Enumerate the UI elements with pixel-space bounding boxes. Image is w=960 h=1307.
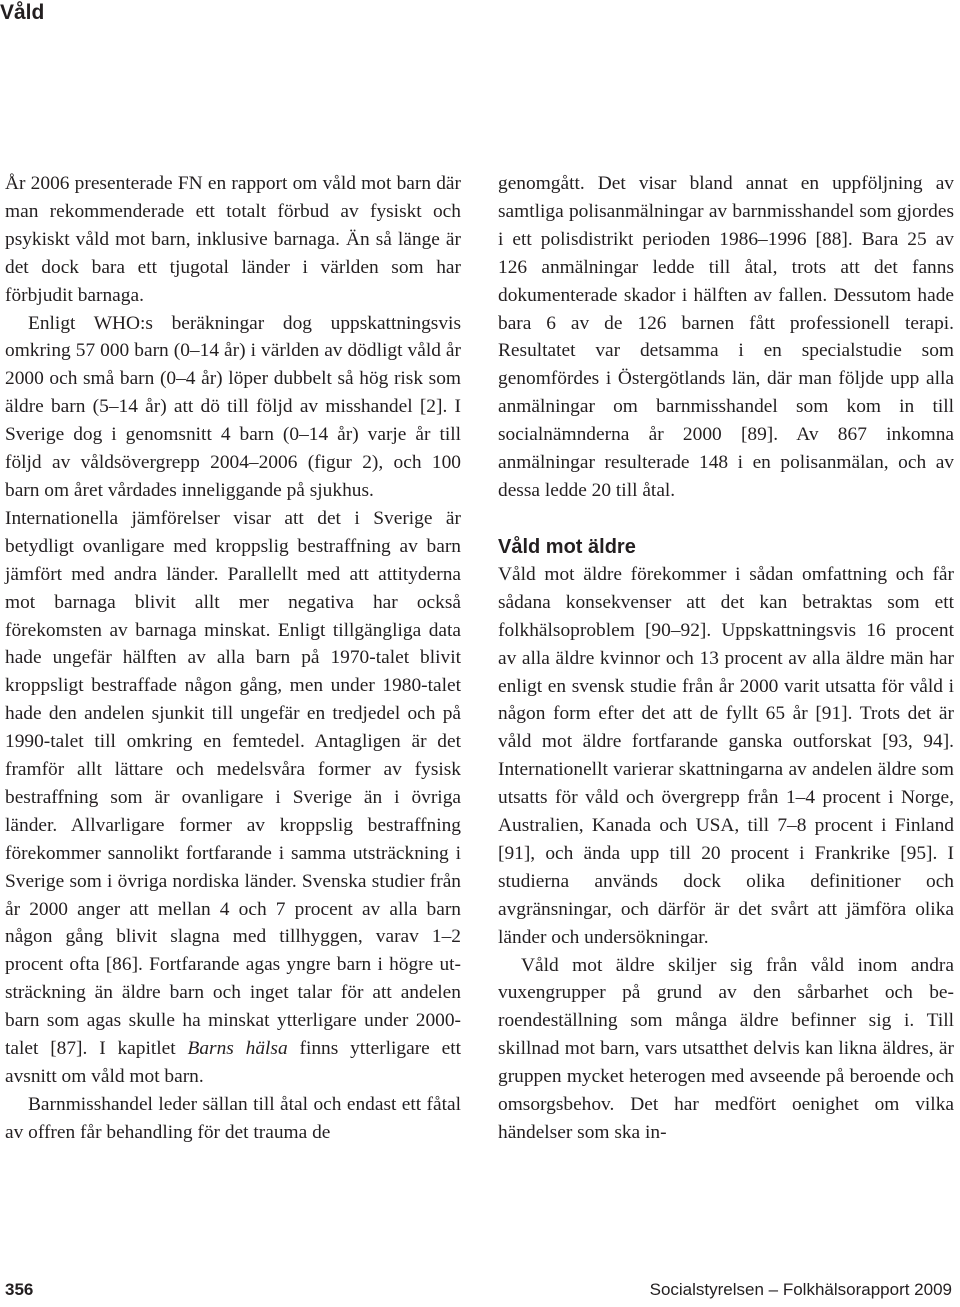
section-heading: Våld mot äldre [498,535,636,558]
left-paragraph-4: Barnmisshandel leder sällan till åtal och endast ett fåtal av offren får behandling för det trauma de [5,1093,461,1143]
right-paragraph-1: genomgått. Det visar bland annat en uppföljning av samtliga polisanmälningar av barnmisshandel som gjordes i ett polisdistrikt perioden 1986–1996 [88]. Bara 25 av 126 anmälningar ledde till åtal, trots att det fanns dokumenterade skador i hälften av fallen. Dessutom hade bara 6 av de 126 barnen fått professionell terapi. Resultatet var detsamma i en specialstudie som genomfördes i Östergötlands län, där man följde upp alla anmälningar om barnmisshandel som kom in till socialnämnderna år 2000 [89]. Av 867 inkomna anmälningar resulterade 148 i en polisanmälan, och av dessa ledde 20 till åtal. [498,173,954,501]
left-paragraph-2: Enligt WHO:s beräkningar dog uppskattningsvis omkring 57 000 barn (0–14 år) i världen av dödligt våld år 2000 och små barn (0–4 år) löper dubbelt så hög risk som äldre barn (5–14 år) att dö till följd av misshandel [2]. I Sverige dog i genomsnitt 4 barn (0–14 år) varje år till följd av våldsövergrepp 2004–2006 (figur 2), och 100 barn om året vårdades inneliggande på sjukhus. [5,312,461,501]
left-column [5,170,461,1147]
right-paragraph-2: Våld mot äldre förekommer i sådan omfattning och får sådana konsekvenser att det kan betraktas som ett folkhälsoproblem [90–92]. Uppskattningsvis 16 procent av alla äldre kvinnor och 13 procent av alla äldre män har enligt en svensk studie från år 2000 varit utsatta för våld i någon form efter det att de fyllt 65 år [91]. Trots det är våld mot äldre fortfarande ganska outforskat [93, 94]. Internationellt varierar skattningarna av andelen äldre som utsatts för våld och övergrepp från 1–4 procent i Norge, Australien, Kanada och USA, till 7–8 procent i Finland [91], och ända upp till 20 procent i Frankrike [95]. I studierna används dock olika definitioner och avgränsningar, och därför är det svårt att jämföra olika länder och undersökningar. [498,563,954,948]
publication-source: Socialstyrelsen – Folkhälsorapport 2009 [649,1280,952,1299]
right-paragraph-3: Våld mot äldre skiljer sig från våld inom andra vuxengrupper på grund av den sårbarhet och beroendeställning som många äldre befinner sig i. Till skillnad mot barn, vars utsatthet delvis kan likna äldres, är gruppen mycket heterogen med avseende på beroende och omsorgsbehov. Det har medfört oenighet om vilka händelser som ska in- [498,954,954,1143]
running-title: Våld [0,1,45,24]
left-paragraph-3-text: Internationella jämförelser visar att det i Sverige är betydligt ovanligare med kroppslig bestraffning av barn jämfört med andra länder. Parallellt med att attityderna mot barnaga blivit allt mer negativa har också förekomsten av barnaga minskat. Enligt tillgängliga data hade ungefär hälften av alla barn på 1970-talet blivit kroppsligt bestraffade någon gång, men under 1980-talet hade den andelen sjunkit till ungefär en tredjedel och på 1990-talet till omkring en femtedel. Antagligen är det framför allt lättare och medelsvåra former av fysisk bestraffning som är ovanligare i Sverige än i övriga länder. Allvarligare former av kroppslig bestraffning förekommer sannolikt fortfarande i samma utsträckning i Sverige som i övriga nordiska länder. Svenska studier från år 2000 anger att mellan 4 och 7 procent av alla barn någon gång blivit slagna med tillhyggen, varav 1–2 procent ofta [86]. Fortfarande agas yngre barn i högre utsträckning än äldre barn och inget talar för att andelen barn som agas skulle ha minskat ytterligare under 2000-talet [87]. I kapitlet [5,507,461,1060]
left-paragraph-3-end: finns ytterligare ett avsnitt om våld mot barn. [5,1038,461,1087]
left-paragraph-3 [5,505,461,1091]
right-column [498,170,954,1147]
chapter-reference: Barns hälsa [187,1038,288,1060]
page-number: 356 [5,1280,34,1299]
left-paragraph-1: År 2006 presenterade FN en rapport om våld mot barn där man rekommenderade ett totalt förbud av fysiskt och psykiskt våld mot barn, inklusive barnaga. Än så länge är det dock bara ett tjugotal länder i världen som har förbjudit barnaga. [5,173,461,306]
